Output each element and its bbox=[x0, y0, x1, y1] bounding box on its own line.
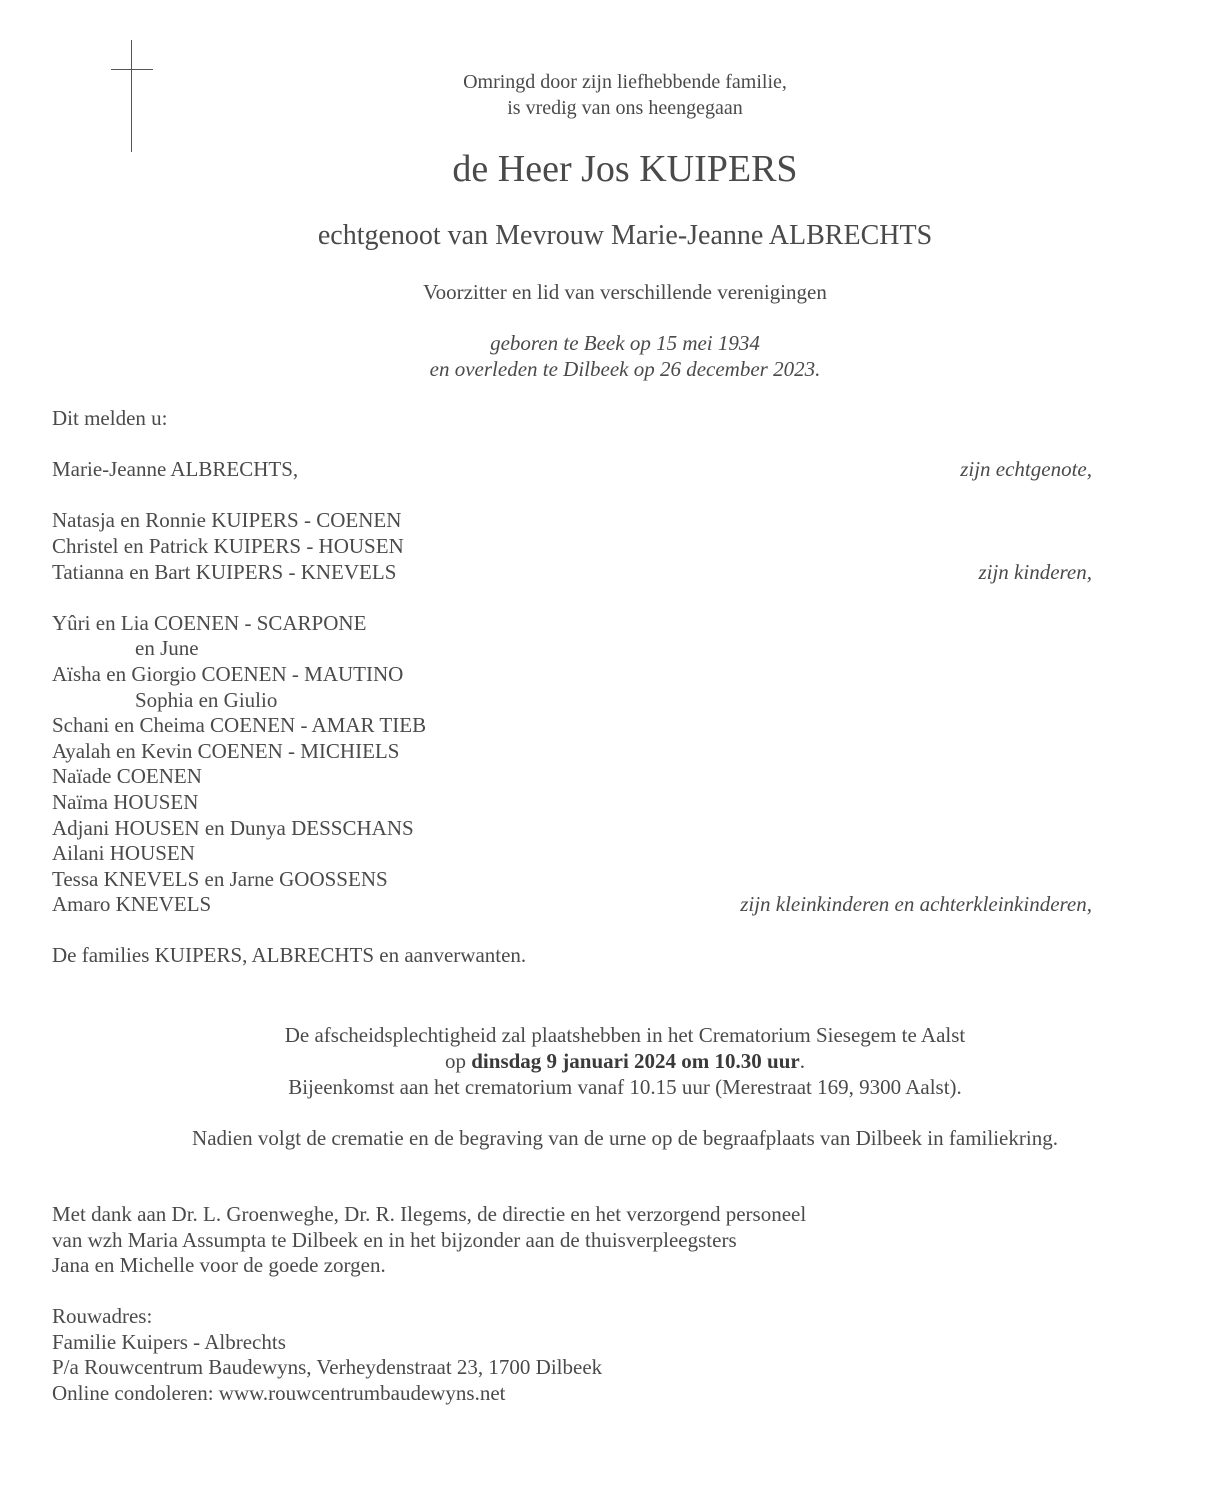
spouse-line: echtgenoot van Mevrouw Marie-Jeanne ALBRECHTS bbox=[317, 220, 933, 251]
list-item: Adjani HOUSEN en Dunya DESSCHANS bbox=[52, 815, 414, 840]
ceremony-info: De afscheidsplechtigheid zal plaatshebben in het Crematorium Siesegem te Aalst op dinsdag 9 januari 2024 om 10.30 uur. Bijeenkomst aan het crematorium vanaf 10.15 uur (Merestraat 169, 9300 Aalst). bbox=[284, 1023, 966, 1099]
list-item: Schani en Cheima COENEN - AMAR TIEB bbox=[52, 713, 427, 738]
dates bbox=[0, 330, 1214, 382]
list-item: Amaro KNEVELS zijn kleinkinderen en achterkleinkinderen, bbox=[52, 892, 1092, 917]
intro-text: Omringd door zijn liefhebbende familie, is vredig van ons heengegaan bbox=[463, 71, 787, 119]
death-line: en overleden te Dilbeek op 26 december 2023. bbox=[429, 357, 821, 381]
list-item: Sophia en Giulio bbox=[135, 687, 278, 712]
list-item: Ailani HOUSEN bbox=[52, 841, 195, 866]
families-line: De families KUIPERS, ALBRECHTS en aanverwanten. bbox=[52, 943, 527, 968]
list-item: Aïsha en Giorgio COENEN - MAUTINO bbox=[52, 661, 404, 686]
list-item: Naïma HOUSEN bbox=[52, 789, 199, 814]
ceremony-date: dinsdag 9 januari 2024 om 10.30 uur bbox=[471, 1049, 800, 1073]
list-item: Tessa KNEVELS en Jarne GOOSSENS bbox=[52, 866, 388, 891]
list-item: en June bbox=[135, 636, 199, 661]
role-line: Voorzitter en lid van verschillende verenigingen bbox=[423, 280, 827, 304]
list-item: Naïade COENEN bbox=[52, 764, 202, 789]
thanks-text: Met dank aan Dr. L. Groenweghe, Dr. R. Ilegems, de directie en het verzorgend personeel van wzh Maria Assumpta te Dilbeek en in het bijzonder aan de thuisverpleegsters Jana en Michelle voor de goede zorgen. bbox=[52, 1202, 807, 1278]
list-item: Yûri en Lia COENEN - SCARPONE bbox=[52, 610, 367, 635]
family-list bbox=[52, 406, 1092, 969]
list-item: Ayalah en Kevin COENEN - MICHIELS bbox=[52, 738, 400, 763]
address-block: Rouwadres: Familie Kuipers - Albrechts P/a Rouwcentrum Baudewyns, Verheydenstraat 23, 1700 Dilbeek Online condoleren: www.rouwcentrumbaudewyns.net bbox=[52, 1304, 1092, 1406]
cremation-line: Nadien volgt de crematie en de begraving van de urne op de begraafplaats van Dilbeek in familiekring. bbox=[192, 1126, 1058, 1150]
announce-line: Dit melden u: bbox=[52, 406, 168, 430]
deceased-name: de Heer Jos KUIPERS bbox=[452, 148, 798, 190]
condolence-link[interactable]: Online condoleren: www.rouwcentrumbaudewyns.net bbox=[52, 1380, 506, 1405]
birth-line: geboren te Beek op 15 mei 1934 bbox=[490, 331, 760, 355]
list-item: Natasja en Ronnie KUIPERS - COENEN bbox=[52, 508, 402, 533]
list-item: Christel en Patrick KUIPERS - HOUSEN bbox=[52, 533, 404, 558]
list-item: Tatianna en Bart KUIPERS - KNEVELS zijn kinderen, bbox=[52, 559, 1092, 584]
spouse-row: Marie-Jeanne ALBRECHTS, zijn echtgenote, bbox=[52, 457, 1092, 482]
